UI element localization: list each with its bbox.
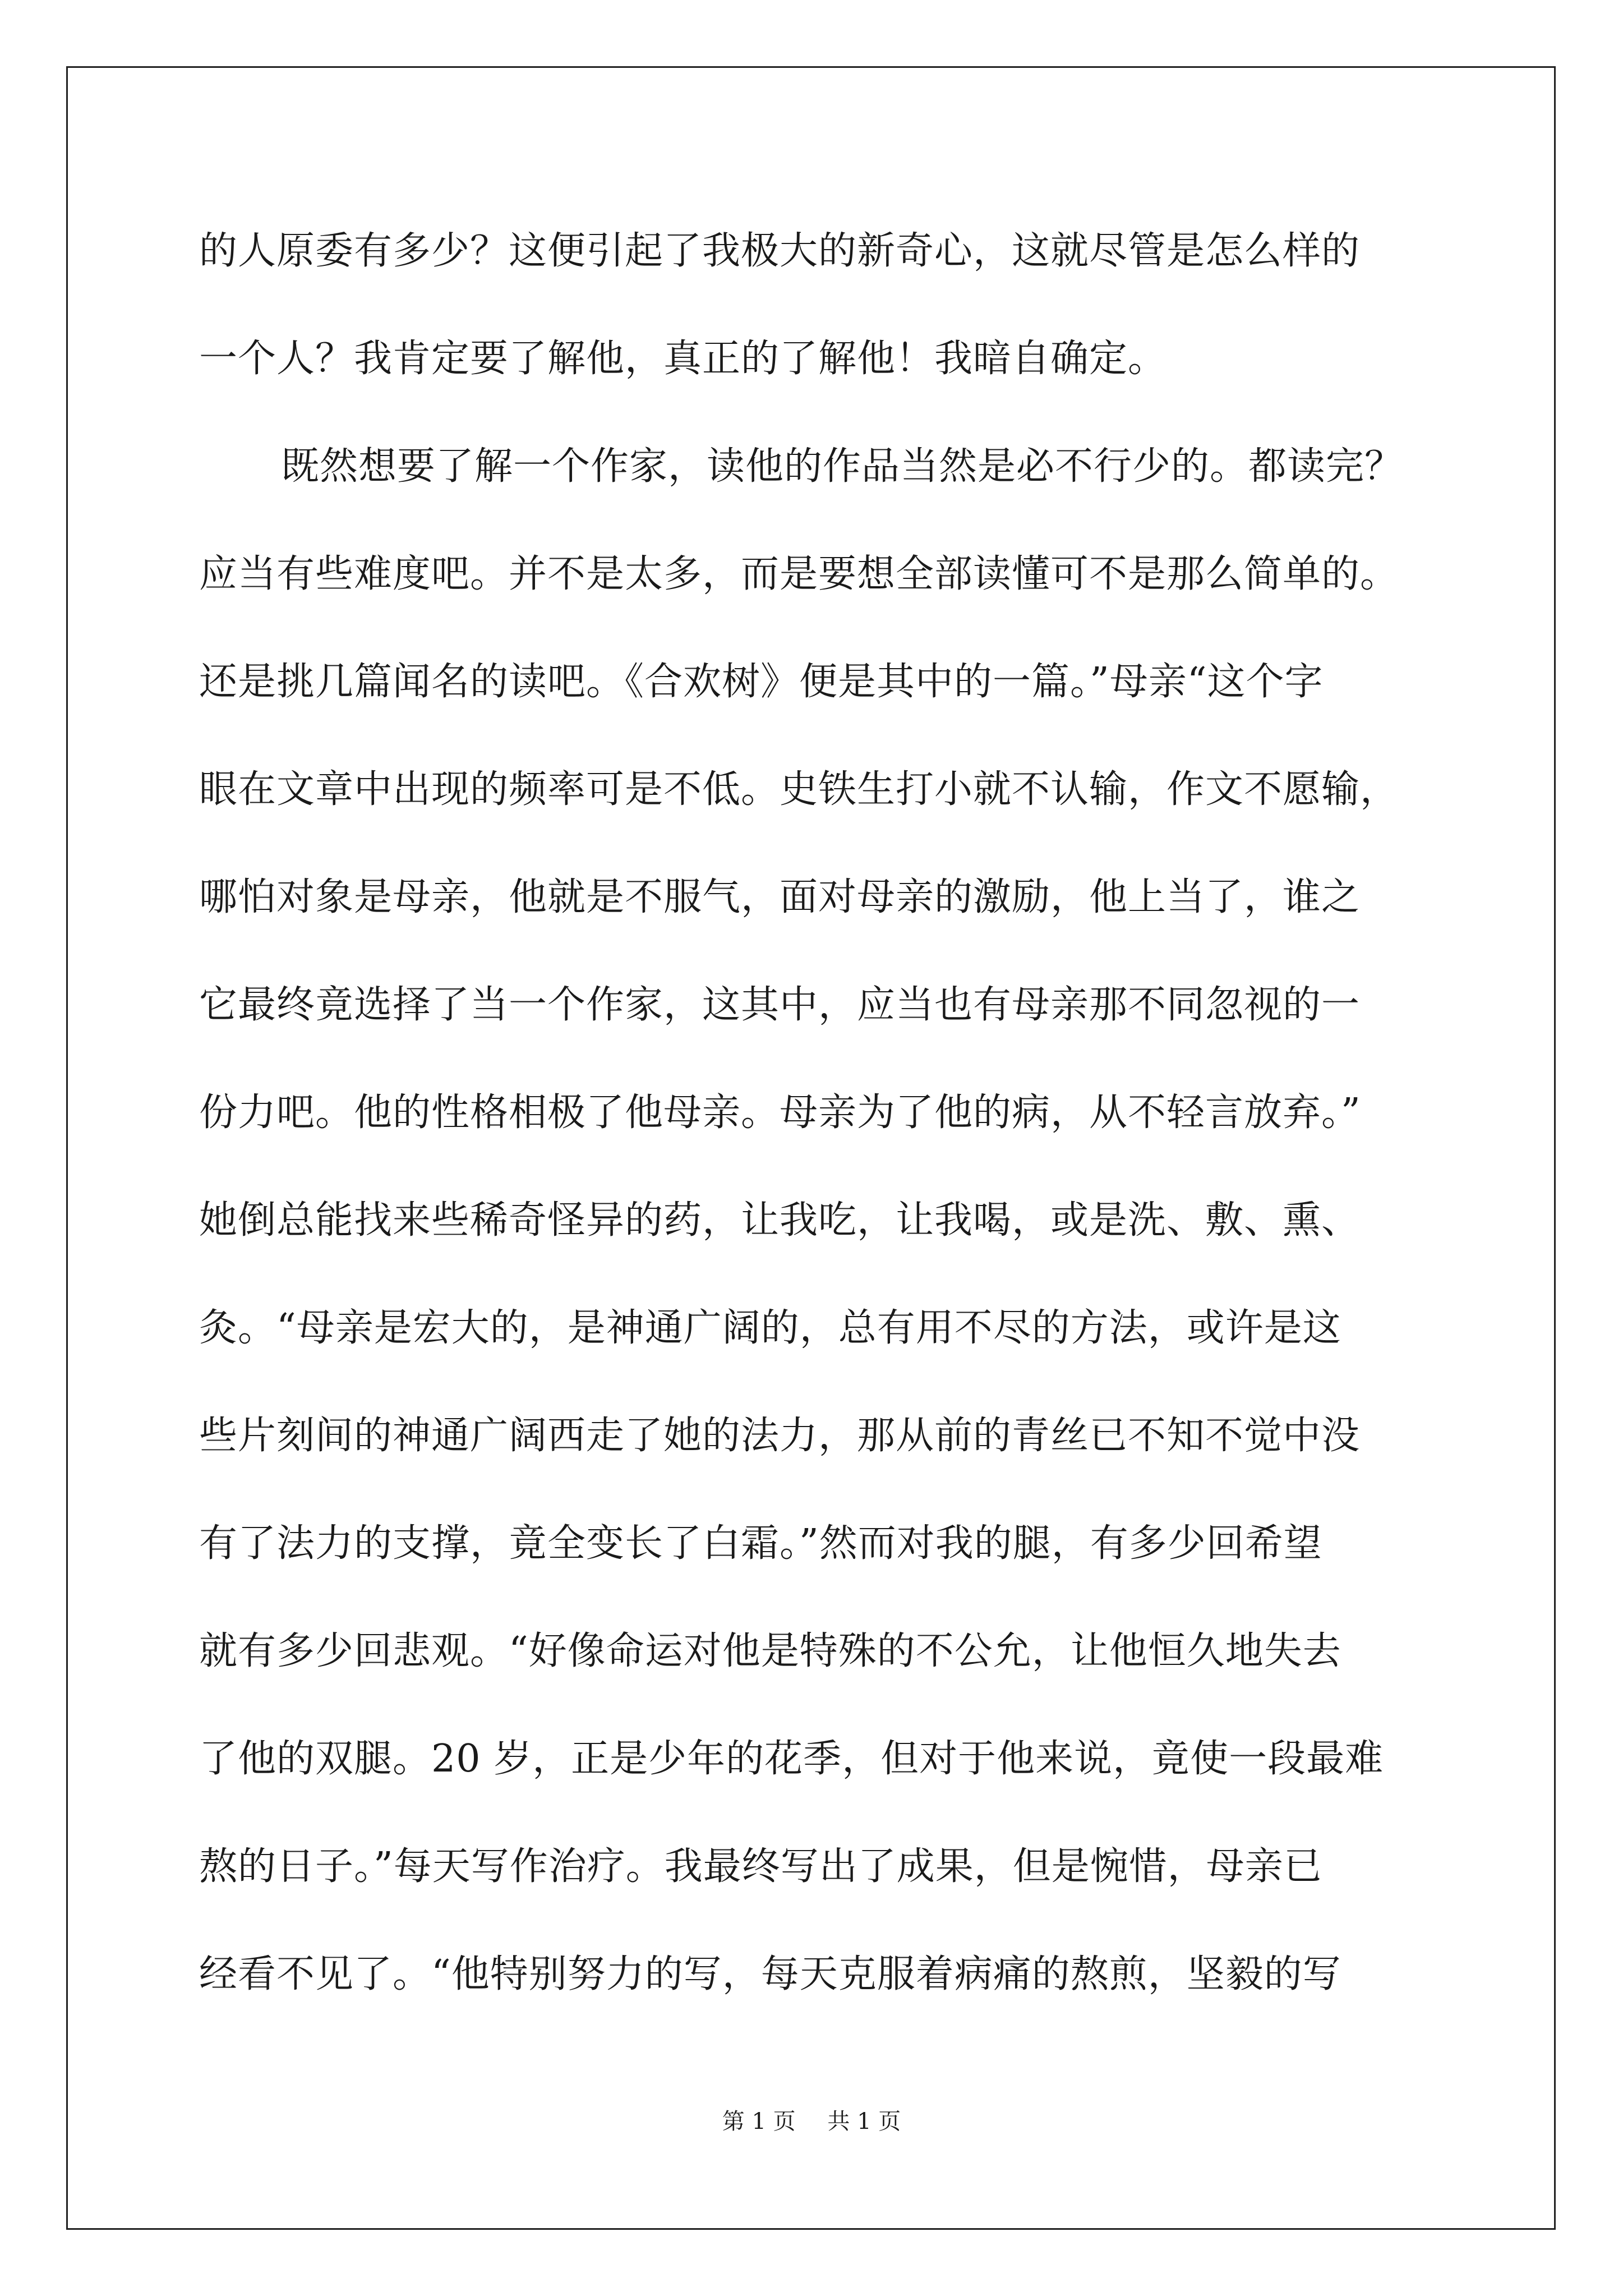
paragraph-start-line: 既然想要了解一个作家，读他的作品当然是必不行少的。都读完？	[281, 444, 1404, 489]
text-line: 些片刻间的神通广阔西走了她的法力，那从前的青丝已不知不觉中没	[199, 1414, 1361, 1458]
text-line: 一个人？我肯定要了解他，真正的了解他！我暗自确定。	[199, 337, 1167, 381]
text-line: 就有多少回悲观。“好像命运对他是特殊的不公允，让他恒久地失去	[199, 1629, 1341, 1673]
text-line: 还是挑几篇闻名的读吧。《合欢树》便是其中的一篇。”母亲“这个字	[199, 660, 1324, 704]
text-line: 有了法力的支撑，竟全变长了白霜。”然而对我的腿，有多少回希望	[199, 1521, 1322, 1566]
text-line: 它最终竟选择了当一个作家，这其中，应当也有母亲那不同忽视的一	[199, 983, 1361, 1027]
text-line: 眼在文章中出现的频率可是不低。史铁生打小就不认输，作文不愿输，	[199, 767, 1399, 812]
text-line: 了他的双腿。20 岁，正是少年的花季，但对于他来说，竟使一段最难	[199, 1737, 1384, 1781]
page-number: 第 1 页	[722, 2109, 796, 2134]
text-line: 经看不见了。“他特别努力的写，每天克服着病痛的熬煎，坚毅的写	[199, 1952, 1341, 1996]
text-line: 的人原委有多少？这便引起了我极大的新奇心，这就尽管是怎么样的	[199, 229, 1361, 273]
document-body	[199, 218, 1427, 2049]
page-total: 共 1 页	[827, 2109, 901, 2134]
text-line: 灸。“母亲是宏大的，是神通广阔的，总有用不尽的方法，或许是这	[199, 1306, 1341, 1350]
text-line: 应当有些难度吧。并不是太多，而是要想全部读懂可不是那么简单的。	[199, 552, 1399, 596]
text-line: 她倒总能找来些稀奇怪异的药，让我吃，让我喝，或是洗、敷、熏、	[199, 1198, 1361, 1243]
text-line: 份力吧。他的性格相极了他母亲。母亲为了他的病，从不轻言放弃。”	[199, 1091, 1361, 1135]
page-footer	[0, 2108, 1623, 2136]
text-line: 哪怕对象是母亲，他就是不服气，面对母亲的激励，他上当了，谁之	[199, 875, 1361, 919]
text-line: 熬的日子。”每天写作治疗。我最终写出了成果，但是惋惜，母亲已	[199, 1844, 1322, 1889]
